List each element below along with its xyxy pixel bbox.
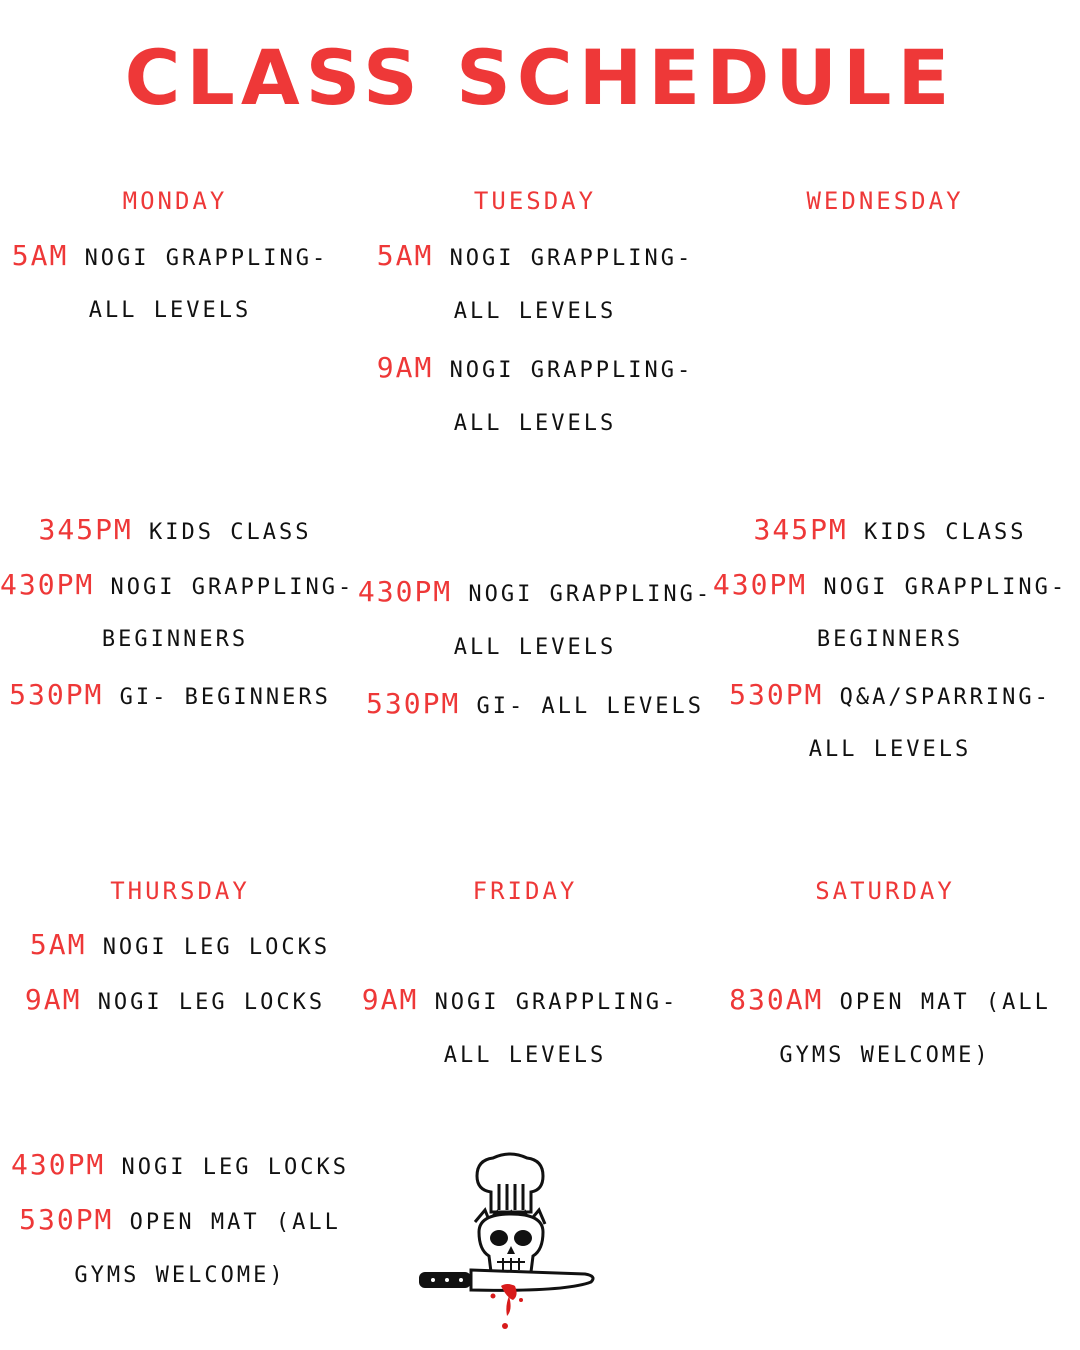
class-time: 9AM bbox=[376, 351, 434, 384]
schedule-entry bbox=[15, 927, 345, 966]
class-name: NOGI LEG LOCKS bbox=[121, 1155, 349, 1180]
class-name: NOGI GRAPPLING- bbox=[434, 990, 679, 1015]
class-name: NOGI GRAPPLING- bbox=[823, 575, 1068, 600]
class-name: GI- BEGINNERS bbox=[119, 685, 331, 710]
day-heading-friday: FRIDAY bbox=[472, 877, 578, 905]
class-time: 9AM bbox=[24, 983, 82, 1016]
schedule-entry bbox=[0, 238, 340, 277]
class-name: NOGI LEG LOCKS bbox=[102, 935, 331, 960]
class-time: 530PM bbox=[366, 687, 461, 720]
class-time: 5AM bbox=[11, 239, 69, 272]
day-heading-thursday: THURSDAY bbox=[110, 877, 250, 905]
class-name-cont: BEGINNERS bbox=[816, 627, 964, 652]
schedule-entry bbox=[710, 567, 1070, 606]
class-time: 5AM bbox=[376, 239, 434, 272]
class-name: NOGI GRAPPLING- bbox=[449, 246, 694, 271]
class-time: 530PM bbox=[729, 678, 824, 711]
class-name-cont: ALL LEVELS bbox=[453, 635, 617, 660]
class-time: 430PM bbox=[0, 568, 95, 601]
schedule-entry bbox=[5, 1147, 355, 1186]
schedule-entry bbox=[345, 982, 695, 1021]
class-name: KIDS CLASS bbox=[149, 520, 312, 545]
class-name-cont: BEGINNERS bbox=[101, 627, 249, 652]
class-name-cont: ALL LEVELS bbox=[443, 1043, 607, 1068]
class-name: NOGI LEG LOCKS bbox=[97, 990, 326, 1015]
page-title: CLASS SCHEDULE bbox=[124, 33, 956, 122]
class-name: OPEN MAT (ALL bbox=[129, 1210, 341, 1235]
class-time: 430PM bbox=[357, 575, 453, 608]
class-name: Q&A/SPARRING- bbox=[839, 685, 1051, 710]
schedule-entry bbox=[0, 677, 340, 716]
schedule-entry bbox=[710, 512, 1070, 551]
schedule-entry bbox=[5, 1202, 355, 1241]
schedule-entry bbox=[0, 512, 350, 551]
day-heading-monday: MONDAY bbox=[122, 187, 228, 215]
day-heading-saturday: SATURDAY bbox=[815, 877, 955, 905]
class-time: 9AM bbox=[361, 983, 419, 1016]
class-name: NOGI GRAPPLING- bbox=[449, 358, 694, 383]
class-time: 345PM bbox=[753, 513, 848, 546]
class-name-cont: ALL LEVELS bbox=[453, 299, 617, 324]
schedule-entry bbox=[10, 982, 340, 1021]
class-time: 345PM bbox=[38, 513, 133, 546]
schedule-entry bbox=[360, 350, 710, 389]
class-name: OPEN MAT (ALL bbox=[839, 990, 1051, 1015]
schedule-entry bbox=[710, 982, 1070, 1021]
schedule-entry bbox=[710, 677, 1070, 716]
class-name-cont: GYMS WELCOME) bbox=[74, 1263, 286, 1288]
class-name: NOGI GRAPPLING- bbox=[84, 246, 329, 271]
day-heading-tuesday: TUESDAY bbox=[473, 187, 597, 215]
class-name: NOGI GRAPPLING- bbox=[468, 582, 713, 607]
class-time: 530PM bbox=[9, 678, 104, 711]
skull-chef-knife-icon bbox=[415, 1150, 605, 1340]
schedule-entry bbox=[0, 567, 355, 606]
class-name: NOGI GRAPPLING- bbox=[110, 575, 355, 600]
class-name-cont: ALL LEVELS bbox=[88, 298, 252, 323]
class-time: 530PM bbox=[19, 1203, 114, 1236]
class-name: KIDS CLASS bbox=[864, 520, 1027, 545]
class-name: GI- ALL LEVELS bbox=[476, 694, 704, 719]
class-name-cont: ALL LEVELS bbox=[453, 411, 617, 436]
class-time: 430PM bbox=[11, 1148, 106, 1181]
class-time: 430PM bbox=[712, 568, 808, 601]
day-heading-wednesday: WEDNESDAY bbox=[806, 187, 964, 215]
class-name-cont: ALL LEVELS bbox=[808, 737, 972, 762]
schedule-entry bbox=[355, 686, 715, 725]
schedule-entry bbox=[355, 574, 715, 613]
class-time: 830AM bbox=[729, 983, 824, 1016]
schedule-entry bbox=[360, 238, 710, 277]
class-time: 5AM bbox=[29, 928, 87, 961]
class-name-cont: GYMS WELCOME) bbox=[779, 1043, 991, 1068]
